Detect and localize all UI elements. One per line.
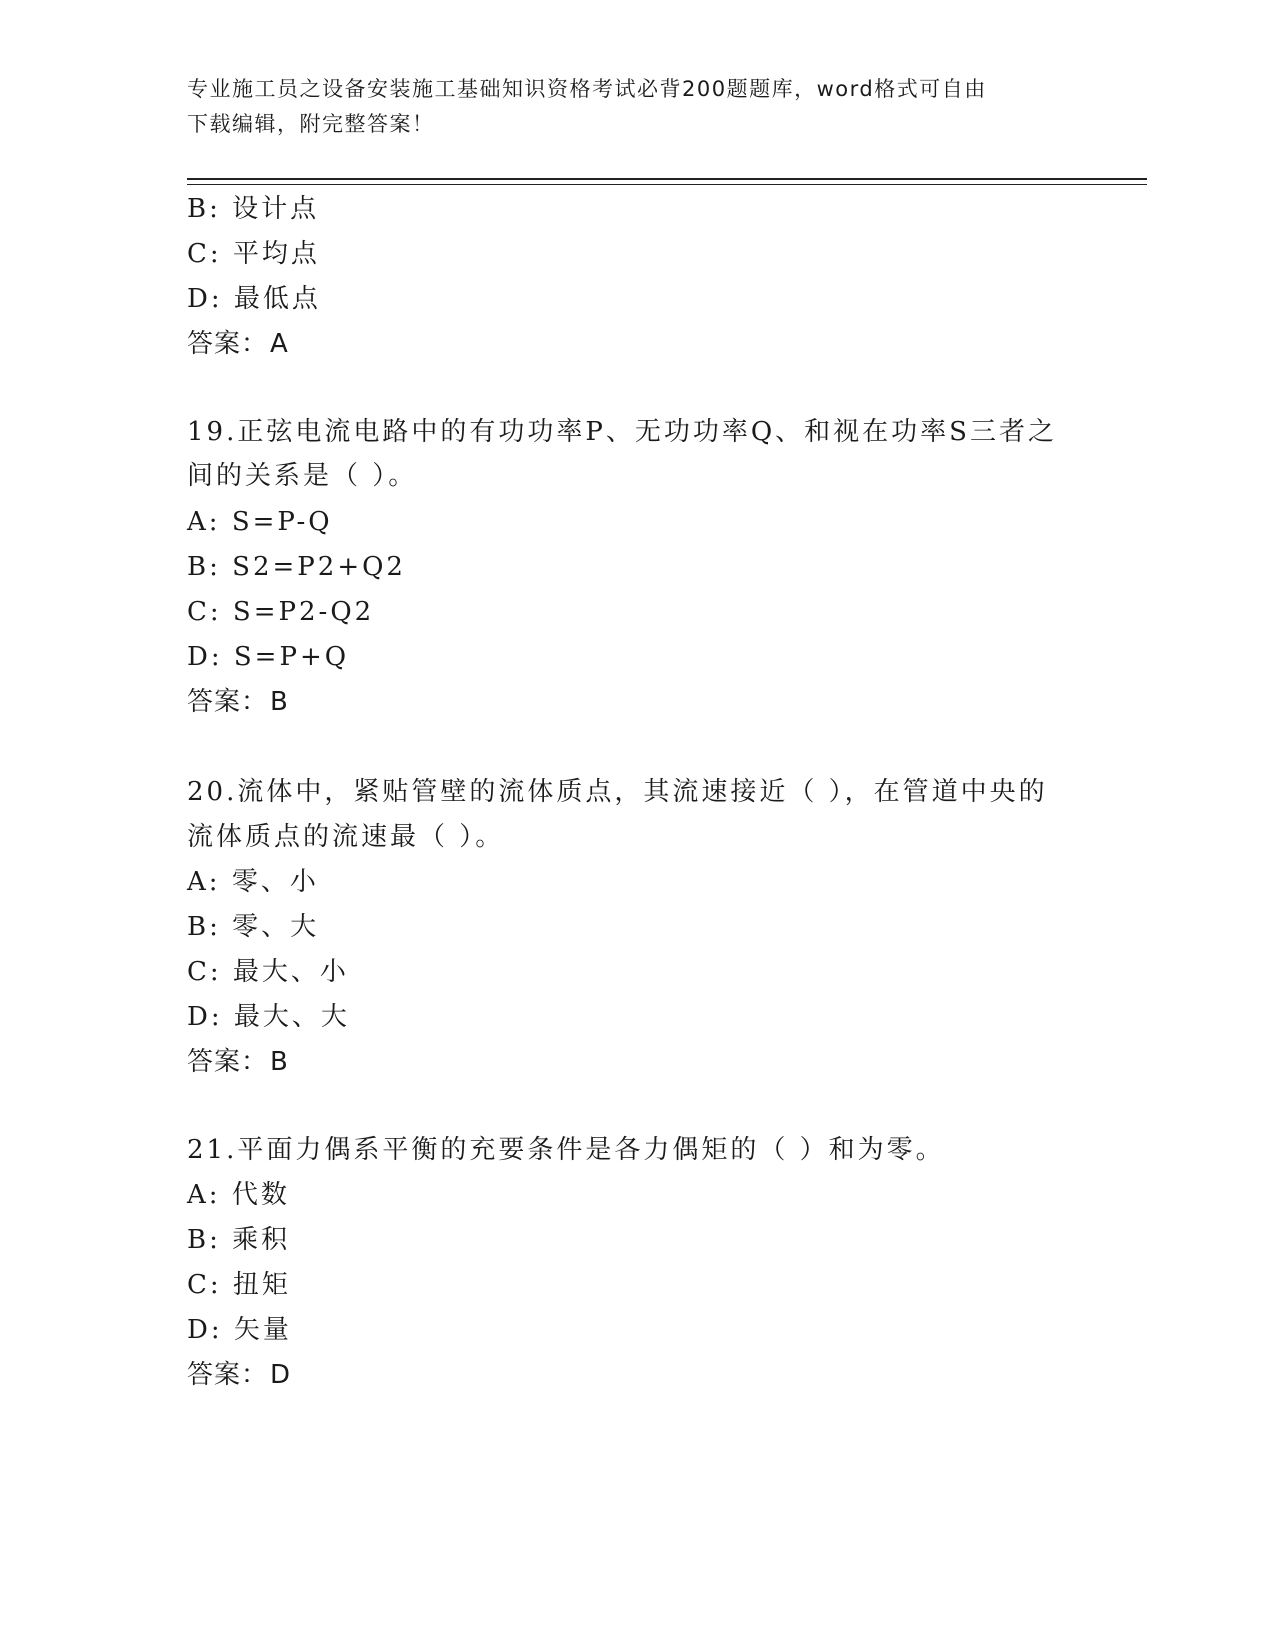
- question-19-option-b: B: S2=P2+Q2: [187, 552, 406, 582]
- question-21-answer: 答案：D: [187, 1360, 292, 1390]
- header-line-1: 专业施工员之设备安装施工基础知识资格考试必背200题题库，word格式可自由: [187, 77, 987, 101]
- question-20-option-b: B: 零、大: [187, 912, 320, 942]
- question-20-option-a: A: 零、小: [187, 867, 319, 897]
- question-20-line-1: 20.流体中，紧贴管壁的流体质点，其流速接近（ ），在管道中央的: [187, 777, 1048, 807]
- question-21-option-a: A: 代数: [187, 1180, 290, 1210]
- question-20-line-2: 流体质点的流速最（ ）。: [187, 822, 505, 852]
- header-line-2: 下载编辑，附完整答案！: [187, 112, 435, 136]
- page-header: [187, 72, 1067, 142]
- answer-prev: 答案：A: [187, 329, 289, 359]
- question-20-option-c: C: 最大、小: [187, 957, 349, 987]
- question-20-option-d: D: 最大、大: [187, 1002, 350, 1032]
- question-21-option-b: B: 乘积: [187, 1225, 291, 1255]
- header-rule-thin: [187, 184, 1147, 185]
- question-21-option-d: D: 矢量: [187, 1315, 292, 1345]
- question-19-answer: 答案：B: [187, 687, 289, 717]
- question-21-line-1: 21.平面力偶系平衡的充要条件是各力偶矩的（ ）和为零。: [187, 1135, 945, 1165]
- option-prev-b: B: 设计点: [187, 194, 320, 224]
- question-19-option-d: D: S=P+Q: [187, 642, 350, 672]
- question-20-answer: 答案：B: [187, 1047, 289, 1077]
- question-19-line-2: 间的关系是（ ）。: [187, 461, 418, 491]
- option-prev-c: C: 平均点: [187, 239, 320, 269]
- question-19-option-a: A: S=P-Q: [187, 507, 333, 537]
- question-21-option-c: C: 扭矩: [187, 1270, 291, 1300]
- option-prev-d: D: 最低点: [187, 284, 321, 314]
- header-rule-thick: [187, 178, 1147, 180]
- question-19-line-1: 19.正弦电流电路中的有功功率P、无功功率Q、和视在功率S三者之: [187, 417, 1057, 447]
- question-19-option-c: C: S=P2-Q2: [187, 597, 375, 627]
